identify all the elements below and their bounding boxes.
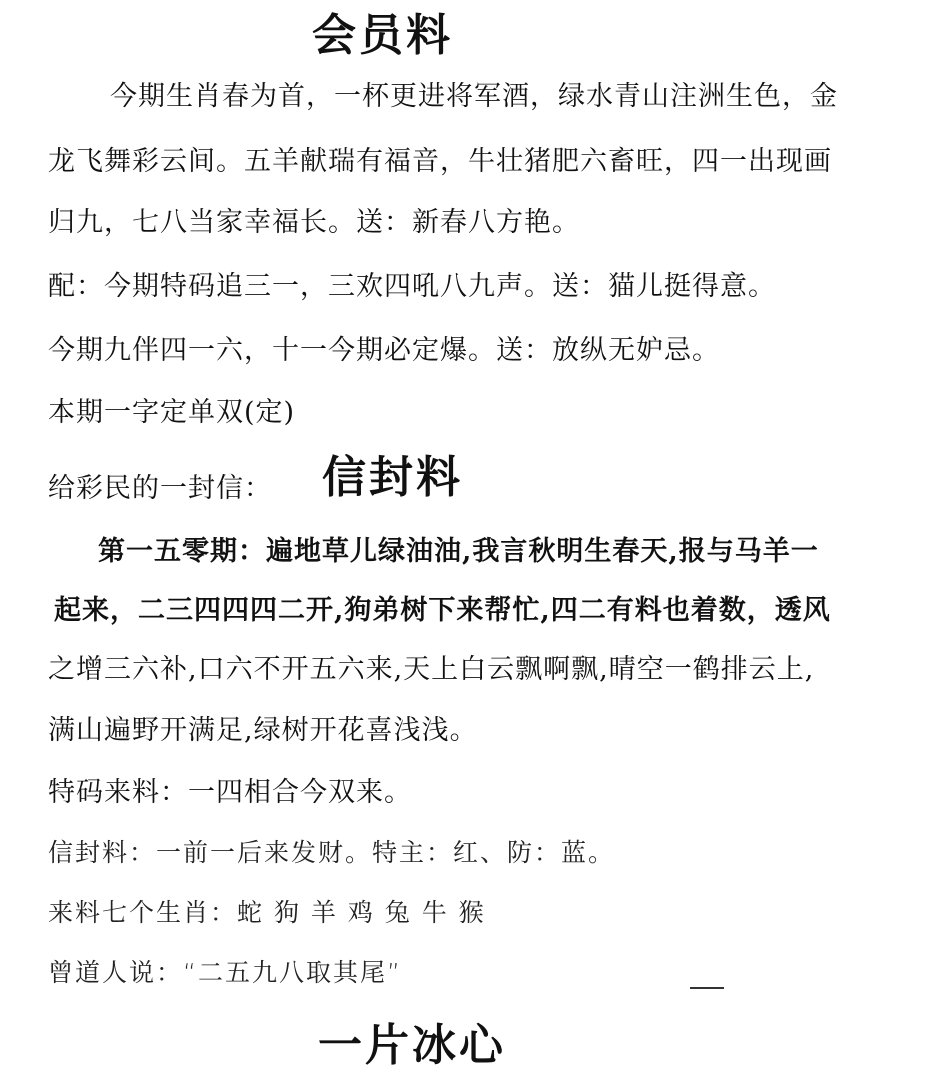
letter-line-8: 曾道人说：“二五九八取其尾” [48,958,402,987]
letter-line-4: 满山遍野开满足,绿树开花喜浅浅。 [48,715,478,746]
icecube-section-title: 一片冰心 [318,1020,506,1071]
member-line-2: 龙飞舞彩云间。五羊献瑞有福音，牛壮猪肥六畜旺，四一出现画 [48,146,832,177]
member-line-5: 今期九伴四一六，十一今期必定爆。送：放纵无妒忌。 [48,335,720,366]
letter-section-title: 信封料 [322,452,463,503]
letter-intro: 给彩民的一封信： [48,473,272,504]
scan-mark [690,987,724,989]
letter-line-1: 第一五零期：遍地草儿绿油油,我言秋明生春天,报与马羊一 [98,536,819,567]
member-line-3: 归九，七八当家幸福长。送：新春八方艳。 [48,207,580,238]
letter-line-6: 信封料：一前一后来发财。特主：红、防：蓝。 [48,838,616,867]
member-line-4: 配：今期特码追三一，三欢四吼八九声。送：猫儿挺得意。 [48,271,776,302]
letter-line-5: 特码来料：一四相合今双来。 [48,777,412,808]
member-line-1: 今期生肖春为首，一杯更进将军酒，绿水青山注洲生色，金 [110,81,838,112]
letter-line-3: 之增三六补,口六不开五六来,天上白云飘啊飘,晴空一鹤排云上, [48,654,815,685]
letter-line-7: 来料七个生肖：蛇 狗 羊 鸡 兔 牛 猴 [48,898,486,927]
member-line-6: 本期一字定单双(定) [48,397,296,428]
letter-line-2: 起来，二三四四四二开,狗弟树下来帮忙,四二有料也着数，透风 [54,595,831,626]
member-section-title: 会员料 [312,10,453,61]
